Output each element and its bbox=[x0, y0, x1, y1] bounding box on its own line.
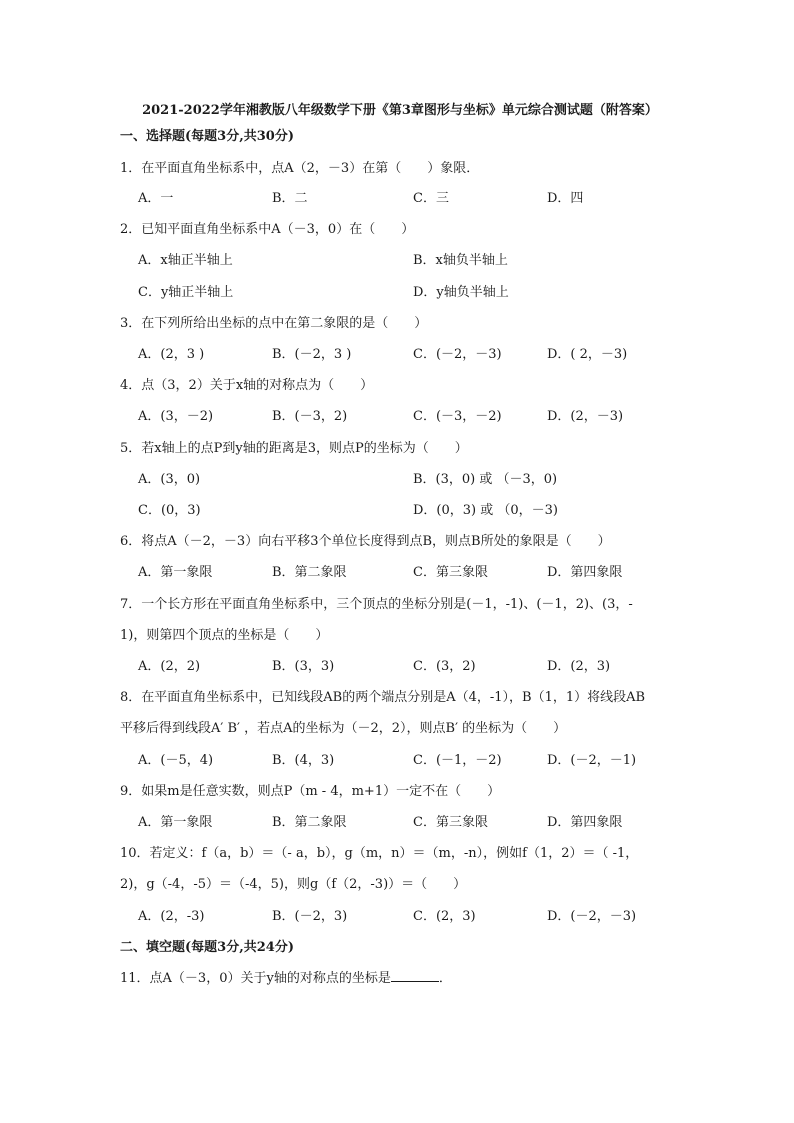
option-a: A．一 bbox=[138, 191, 174, 206]
question-7-line-2: 1)，则第四个顶点的坐标是（ ） bbox=[120, 628, 329, 643]
option-b: B．(3，3) bbox=[272, 659, 335, 674]
option-c: C．三 bbox=[413, 191, 449, 206]
option-a: A．(2，2) bbox=[138, 659, 201, 674]
question-2-options-row2 bbox=[138, 281, 698, 301]
option-d: D．(－2，－1) bbox=[547, 753, 637, 768]
question-8-line-1: 8．在平面直角坐标系中，已知线段AB的两个端点分别是A（4，-1），B（1，1）将线段AB bbox=[120, 690, 646, 705]
question-1-options bbox=[138, 187, 698, 207]
option-d: D．y轴负半轴上 bbox=[413, 285, 509, 300]
option-a: A．(3，－2) bbox=[138, 409, 214, 424]
option-d: D．( 2，－3) bbox=[547, 347, 628, 362]
option-a: A．(－5，4) bbox=[138, 753, 214, 768]
option-d: D．(0，3) 或 （0，－3) bbox=[413, 503, 558, 518]
question-11-end: ． bbox=[438, 971, 452, 986]
question-5-options-row1 bbox=[138, 468, 698, 488]
option-b: B．x轴负半轴上 bbox=[413, 253, 508, 268]
question-6: 6．将点A（－2，－3）向右平移3个单位长度得到点B，则点B所处的象限是（ ） bbox=[120, 534, 611, 549]
option-c: C．(－3，－2) bbox=[413, 409, 502, 424]
option-b: B．(－2，3 ) bbox=[272, 347, 352, 362]
option-b: B．(－3，2) bbox=[272, 409, 348, 424]
question-7-line-1: 7．一个长方形在平面直角坐标系中，三个顶点的坐标分别是(－1，-1)、(－1，2)、(3，- bbox=[120, 597, 633, 612]
option-d: D．第四象限 bbox=[547, 565, 623, 580]
question-7-options bbox=[138, 655, 698, 675]
option-b: B．第二象限 bbox=[272, 815, 347, 830]
question-4-options bbox=[138, 405, 698, 425]
question-6-options bbox=[138, 561, 698, 581]
question-1: 1．在平面直角坐标系中，点A（2，－3）在第（ ）象限． bbox=[120, 161, 480, 176]
option-b: B．(4，3) bbox=[272, 753, 335, 768]
question-3: 3．在下列所给出坐标的点中在第二象限的是（ ） bbox=[120, 316, 428, 331]
option-a: A．第一象限 bbox=[138, 565, 213, 580]
option-b: B．(3，0) 或 （－3，0) bbox=[413, 472, 558, 487]
option-d: D．四 bbox=[547, 191, 584, 206]
option-d: D．(2，3) bbox=[547, 659, 611, 674]
section-heading-fill-in: 二、填空题(每题3分,共24分) bbox=[120, 940, 294, 955]
option-c: C．(－1，－2) bbox=[413, 753, 502, 768]
option-c: C．(3，2) bbox=[413, 659, 476, 674]
option-d: D．(－2，－3) bbox=[547, 909, 637, 924]
question-8-line-2: 平移后得到线段A′ B′ ，若点A的坐标为（－2，2），则点B′ 的坐标为（ ） bbox=[120, 721, 567, 736]
page-title: 2021-2022学年湘教版八年级数学下册《第3章图形与坐标》单元综合测试题（附答案） bbox=[142, 103, 658, 118]
option-a: A．(3，0) bbox=[138, 472, 201, 487]
option-b: B．二 bbox=[272, 191, 308, 206]
option-c: C．y轴正半轴上 bbox=[138, 285, 234, 300]
question-2: 2．已知平面直角坐标系中A（－3，0）在（ ） bbox=[120, 222, 415, 237]
question-5-options-row2 bbox=[138, 499, 698, 519]
question-9: 9．如果m是任意实数，则点P（m - 4，m+1）一定不在（ ） bbox=[120, 784, 501, 799]
option-c: C．第三象限 bbox=[413, 565, 488, 580]
option-a: A．(2，-3) bbox=[138, 909, 205, 924]
question-10-line-1: 10．若定义：f（a，b）＝（- a，b），g（m，n）＝（m，-n），例如f（1，2）＝（ -1， bbox=[120, 846, 639, 861]
question-5: 5．若x轴上的点P到y轴的距离是3，则点P的坐标为（ ） bbox=[120, 441, 468, 456]
option-b: B．第二象限 bbox=[272, 565, 347, 580]
question-10-options bbox=[138, 905, 698, 925]
question-10-line-2: 2)，g（-4，-5）＝（-4，5)，则g（f（2，-3)）＝（ ） bbox=[120, 877, 467, 892]
option-c: C．第三象限 bbox=[413, 815, 488, 830]
option-d: D．第四象限 bbox=[547, 815, 623, 830]
option-a: A．x轴正半轴上 bbox=[138, 253, 233, 268]
question-3-options bbox=[138, 343, 698, 363]
option-c: C．(2，3) bbox=[413, 909, 476, 924]
question-2-options-row1 bbox=[138, 249, 698, 269]
question-9-options bbox=[138, 811, 698, 831]
question-11 bbox=[120, 967, 680, 986]
option-b: B．(－2，3) bbox=[272, 909, 348, 924]
option-c: C．(0，3) bbox=[138, 503, 201, 518]
question-8-options bbox=[138, 749, 698, 769]
answer-blank bbox=[391, 969, 439, 982]
option-d: D．(2，－3) bbox=[547, 409, 624, 424]
option-c: C．(－2，－3) bbox=[413, 347, 502, 362]
section-heading-choice: 一、选择题(每题3分,共30分) bbox=[120, 129, 294, 144]
option-a: A．(2，3 ) bbox=[138, 347, 205, 362]
option-a: A．第一象限 bbox=[138, 815, 213, 830]
question-11-text: 11．点A（－3，0）关于y轴的对称点的坐标是 bbox=[120, 971, 391, 986]
question-4: 4．点（3，2）关于x轴的对称点为（ ） bbox=[120, 378, 374, 393]
